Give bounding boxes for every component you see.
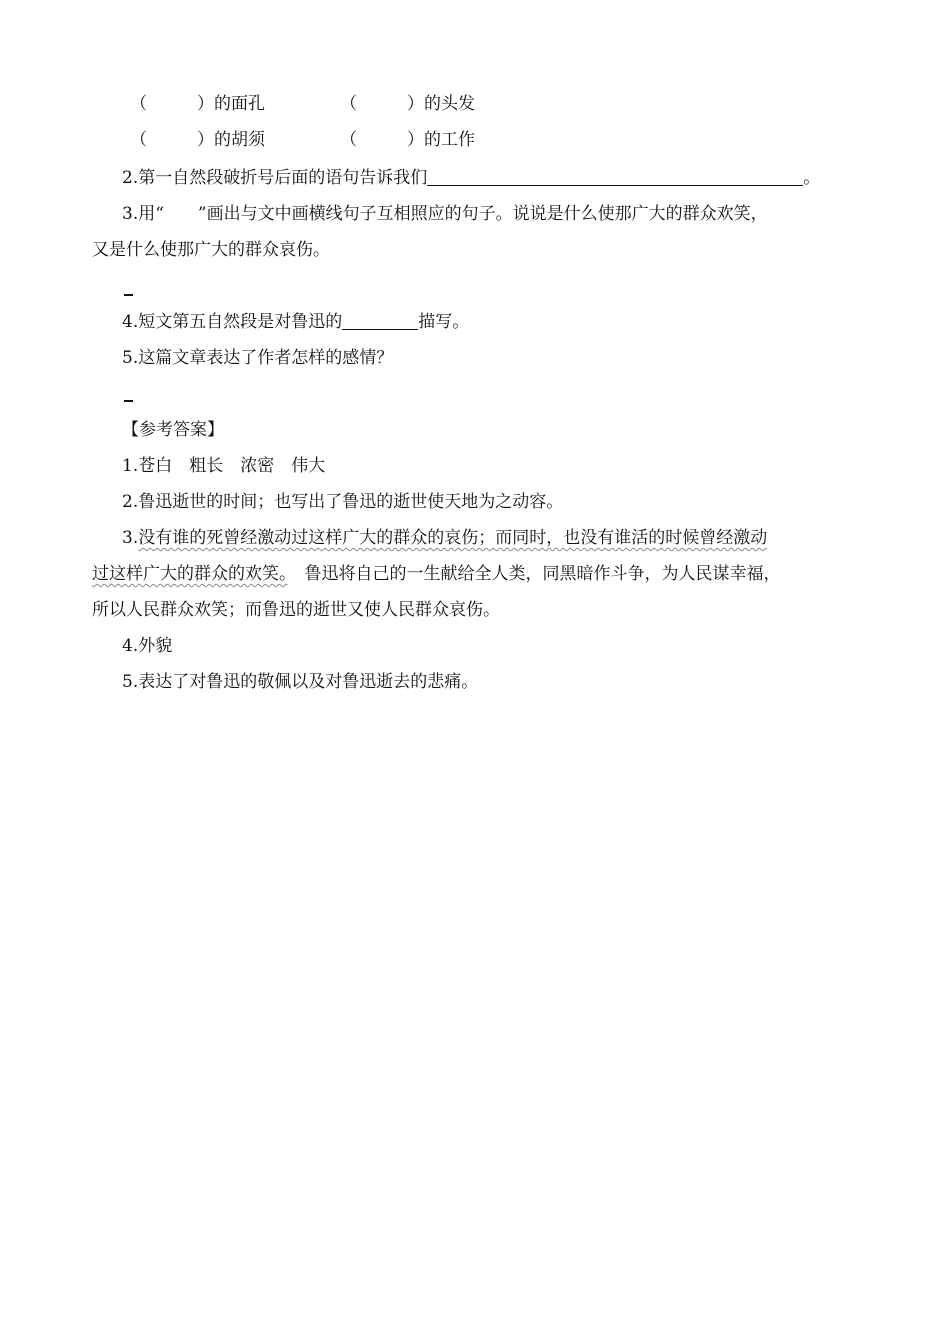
- answer-3: [122, 526, 767, 550]
- answer-3-line3: 所以人民群众欢笑；而鲁迅的逝世又使人民群众哀伤。: [92, 600, 500, 620]
- question-2-end: 。: [803, 168, 821, 188]
- question-2: [122, 166, 820, 190]
- answer-1: 1.苍白 粗长 浓密 伟大: [122, 456, 326, 476]
- paren-open: （: [340, 94, 357, 114]
- question-4-text: 4.短文第五自然段是对鲁迅的: [122, 312, 343, 332]
- paren-open: （: [130, 130, 147, 150]
- answer-3-rest: 鲁迅将自己的一生献给全人类，同黑暗作斗争，为人民谋幸福，: [287, 564, 781, 584]
- fill-label-work: ）的工作: [407, 130, 475, 150]
- answer-4: 4.外貌: [122, 636, 173, 656]
- answer-blank: [342, 311, 418, 330]
- wavy-line-symbol: [164, 204, 198, 218]
- question-4-end: 描写。: [418, 312, 470, 332]
- fill-row-2b: [340, 128, 475, 152]
- answer-3-wavy-1: 没有谁的死曾经激动过这样广大的群众的哀伤；而同时，也没有谁活的时候曾经激动: [138, 528, 768, 548]
- question-3: [122, 202, 768, 226]
- paren-open: （: [130, 94, 147, 114]
- question-4: [122, 310, 469, 334]
- fill-row-1: [130, 92, 265, 116]
- fill-row-1b: [340, 92, 475, 116]
- answer-5: 5.表达了对鲁迅的敬佩以及对鲁迅逝去的悲痛。: [122, 672, 479, 692]
- question-3-suffix: ”画出与文中画横线句子互相照应的句子。说说是什么使那广大的群众欢笑，: [197, 204, 768, 224]
- question-3-prefix: 3.用“: [122, 204, 164, 224]
- fill-label-hair: ）的头发: [407, 94, 475, 114]
- fill-row-2: [130, 128, 265, 152]
- paren-open: （: [340, 130, 357, 150]
- answer-3-wavy-2: 过这样广大的群众的欢笑。: [92, 564, 288, 584]
- fill-label-face: ）的面孔: [197, 94, 265, 114]
- fill-label-beard: ）的胡须: [197, 130, 265, 150]
- question-2-text: 2.第一自然段破折号后面的语句告诉我们: [122, 168, 428, 188]
- answer-line-marker: [124, 400, 133, 402]
- question-3-line2: 又是什么使那广大的群众哀伤。: [92, 240, 330, 260]
- answer-3-prefix: 3.: [122, 528, 139, 548]
- answer-line-marker: [124, 294, 133, 296]
- question-5: 5.这篇文章表达了作者怎样的感情？: [122, 348, 394, 368]
- answers-heading: 【参考答案】: [122, 420, 224, 440]
- answer-2: 2.鲁迅逝世的时间；也写出了鲁迅的逝世使天地为之动容。: [122, 492, 564, 512]
- answer-3-line2: [92, 562, 781, 586]
- answer-blank: [427, 167, 803, 186]
